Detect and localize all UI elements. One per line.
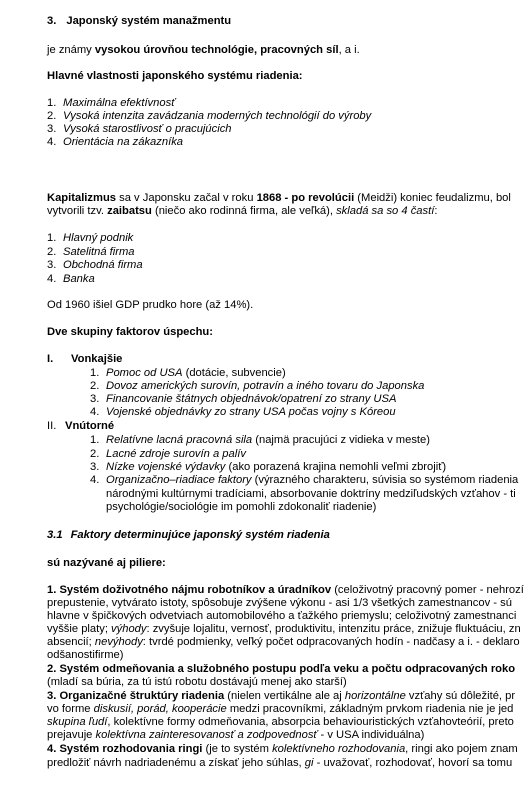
list-item — [90, 474, 518, 487]
list-number: 4. — [47, 136, 57, 148]
pillar-text: prejavuje — [47, 729, 96, 741]
list-item — [47, 232, 133, 245]
intro-emphasis: vysokou úrovňou technológie, pracovných síl — [94, 44, 339, 56]
pillar-italic: výhody — [111, 623, 147, 635]
pillar-italic: gi — [304, 757, 314, 769]
list-number: 1. — [90, 367, 100, 379]
list-continuation: národnými kultúrnymi tradíciami, absorbovanie doktríny medziľudských vzťahov - ti — [106, 488, 516, 500]
pillar-1-line-1 — [47, 584, 524, 597]
list-item — [47, 259, 143, 272]
list-item — [90, 367, 286, 380]
list-item — [90, 393, 396, 406]
internal-group-heading — [47, 420, 114, 433]
list-item — [47, 246, 135, 259]
pillar-italic: kolektívneho rozhodovania — [272, 743, 406, 755]
pillar-1-line-3: hlavne v špičkových odvetviach automobilového a ťažkého priemyslu; celoživotný zamestnanci — [47, 610, 517, 622]
list-continuation: psychológie/sociológie im pomohli zdokonaliť riadenie) — [106, 501, 377, 513]
pillar-text: : zvyšuje lojalitu, vernosť, produktivitu, intenzitu práce, znižuje fluktuáciu, zn — [146, 623, 521, 635]
list-text: Financovanie štátnych objednávok/opatrení zo strany USA — [106, 393, 397, 405]
pillar-4-line-2 — [47, 757, 512, 770]
list-number: 1. — [47, 97, 57, 109]
intro-tail: , a i. — [338, 44, 360, 56]
list-number: 2. — [90, 380, 100, 392]
capitalism-italic: skladá sa so 4 častí — [336, 205, 435, 217]
list-text: Relatívne lacná pracovná sila — [106, 434, 253, 446]
section-number: 3. — [47, 15, 57, 27]
pillar-3-line-4 — [47, 729, 424, 742]
section-heading — [47, 15, 231, 28]
capitalism-colon: : — [434, 205, 438, 217]
subsection-heading — [47, 529, 330, 542]
pillar-2-line-2: (mladí sa búria, za tú istú robotu dostávajú menej ako starší) — [47, 676, 347, 688]
list-number: 3. — [90, 393, 100, 405]
zaibatsu-term: zaibatsu — [107, 205, 152, 217]
pillar-text: medzi pracovníkmi, základným prvkom riadenia nie je jed — [226, 703, 514, 715]
pillar-text: - uvažovať, rozhodovať, hovorí sa tomu — [313, 757, 513, 769]
capitalism-line-1 — [47, 192, 511, 205]
group-title: Vonkajšie — [71, 353, 123, 365]
pillar-text: , kolektívne formy odmeňovania, absorpcia behaviouristických vzťahovteórií, preto — [107, 716, 514, 728]
pillar-italic: horizontálne — [344, 690, 406, 702]
list-note: (ako porazená krajina nemohli veľmi zbrojiť) — [225, 461, 447, 473]
list-number: 2. — [90, 448, 100, 460]
list-number: 3. — [47, 259, 57, 271]
capitalism-text: sa v Japonsku začal v roku — [116, 192, 257, 204]
pillar-title: 4. Systém rozhodovania ringi — [47, 743, 203, 755]
pillar-text: (celoživotný pracovný pomer - nehrozí — [331, 584, 524, 596]
pillar-1-line-4 — [47, 623, 521, 636]
capitalism-line-2 — [47, 205, 437, 218]
list-note: (dotácie, subvencie) — [182, 367, 286, 379]
list-number: 4. — [90, 474, 100, 486]
pillar-text: vyššie platy; — [47, 623, 112, 635]
list-item — [47, 273, 95, 286]
pillar-text: : tvrdé podmienky, veľký počet odpracovaných hodín - nadčasy a i. - deklaro — [142, 636, 520, 648]
intro-paragraph — [47, 44, 360, 57]
list-text: Pomoc od USA — [106, 367, 183, 379]
list-text: Orientácia na zákazníka — [63, 136, 184, 148]
gdp-paragraph: Od 1960 išiel GDP prudko hore (až 14%). — [47, 299, 254, 311]
list-text: Banka — [63, 273, 95, 285]
pillar-text: (je to systém — [202, 743, 273, 755]
list-text: Obchodná firma — [63, 259, 143, 271]
list-item — [90, 380, 424, 393]
group-number: II. — [47, 420, 57, 432]
pillar-1-line-6: odšanostifirme) — [47, 649, 124, 661]
list-text: Vojenské objednávky zo strany USA počas vojny s Kóreou — [106, 406, 396, 418]
external-group-heading — [47, 353, 122, 366]
list-item — [47, 136, 183, 149]
pillar-2-line-1: 2. Systém odmeňovania a služobného postupu podľa veku a počtu odpracovaných roko — [47, 663, 516, 675]
pillar-3-line-3 — [47, 716, 514, 729]
list-item — [47, 110, 371, 123]
list-number: 4. — [47, 273, 57, 285]
list-number: 3. — [47, 123, 57, 135]
pillars-intro: sú nazývané aj piliere: — [47, 557, 166, 569]
list-text: Lacné zdroje surovín a palív — [106, 448, 246, 460]
pillar-italic: skupina ľudí — [47, 716, 108, 728]
section-title: Japonský systém manažmentu — [66, 15, 232, 27]
pillar-text: absencií; — [47, 636, 95, 648]
pillar-italic: kolektívna zainteresovanosť a zodpovednosť — [95, 729, 318, 741]
pillar-text: (nielen vertikálne ale aj — [224, 690, 345, 702]
list-text: Dovoz amerických surovín, potravín a iného tovaru do Japonska — [106, 380, 425, 392]
list-item — [47, 97, 175, 110]
list-text: Organizačno–riadiace faktory — [106, 474, 252, 486]
groups-title: Dve skupiny faktorov úspechu: — [47, 326, 213, 338]
pillar-italic: nevýhody — [94, 636, 143, 648]
capitalism-text: vytvorili tzv. — [47, 205, 108, 217]
list-text: Hlavný podnik — [63, 232, 134, 244]
intro-text: je známy — [47, 44, 95, 56]
pillar-title: 3. Organizačné štruktúry riadenia — [47, 690, 225, 702]
pillar-1-line-5 — [47, 636, 520, 649]
pillar-text: vo forme — [47, 703, 94, 715]
list-number: 1. — [90, 434, 100, 446]
list-number: 2. — [47, 110, 57, 122]
list-number: 3. — [90, 461, 100, 473]
list-text: Nízke vojenské výdavky — [106, 461, 226, 473]
group-title: Vnútorné — [65, 420, 115, 432]
subsection-title: Faktory determinujúce japonský systém riadenia — [70, 529, 330, 541]
pillar-3-line-2 — [47, 703, 513, 716]
list-number: 2. — [47, 246, 57, 258]
list-item — [90, 461, 446, 474]
pillar-text: - v USA individuálna) — [317, 729, 425, 741]
pillar-title: 1. Systém doživotného nájmu robotníkov a úradníkov — [47, 584, 332, 596]
list-text: Vysoká intenzita zavádzania moderných technológií do výroby — [63, 110, 372, 122]
pillar-italic: diskusií, porád, kooperácie — [93, 703, 227, 715]
capitalism-text: (niečo ako rodinná firma, ale veľká), — [151, 205, 337, 217]
list-text: Maximálna efektívnosť — [63, 97, 176, 109]
list-item — [90, 448, 246, 461]
pillar-3-line-1 — [47, 690, 515, 703]
pillar-text: , ringi ako pojem znam — [405, 743, 518, 755]
list-text: Vysoká starostlivosť o pracujúcich — [63, 123, 232, 135]
list-number: 4. — [90, 406, 100, 418]
list-number: 1. — [47, 232, 57, 244]
capitalism-text-tail: (Meidži) koniec feudalizmu, bol — [354, 192, 511, 204]
list-item — [47, 123, 232, 136]
list-item — [90, 406, 396, 419]
group-number: I. — [47, 353, 54, 365]
pillar-text: predložiť návrh nadriadenému a získať jeho súhlas, — [47, 757, 305, 769]
properties-title: Hlavné vlastnosti japonského systému riadenia: — [47, 70, 303, 82]
pillar-4-line-1 — [47, 743, 518, 756]
pillar-1-line-2: prepustenie, vytvárato istoty, spôsobuje zvýšene výkonu - asi 1/3 všetkých zamestnancov - sú — [47, 597, 512, 609]
pillar-text: vzťahy sú dôležité, pr — [405, 690, 516, 702]
capitalism-term: Kapitalizmus — [47, 192, 117, 204]
list-text: Satelitná firma — [63, 246, 135, 258]
capitalism-year: 1868 - po revolúcii — [256, 192, 355, 204]
list-note: (výrazného charakteru, súvisia so systémom riadenia — [251, 474, 519, 486]
subsection-number: 3.1 — [47, 529, 63, 541]
list-item — [90, 434, 430, 447]
list-note: (najmä pracujúci z vidieka v meste) — [252, 434, 430, 446]
